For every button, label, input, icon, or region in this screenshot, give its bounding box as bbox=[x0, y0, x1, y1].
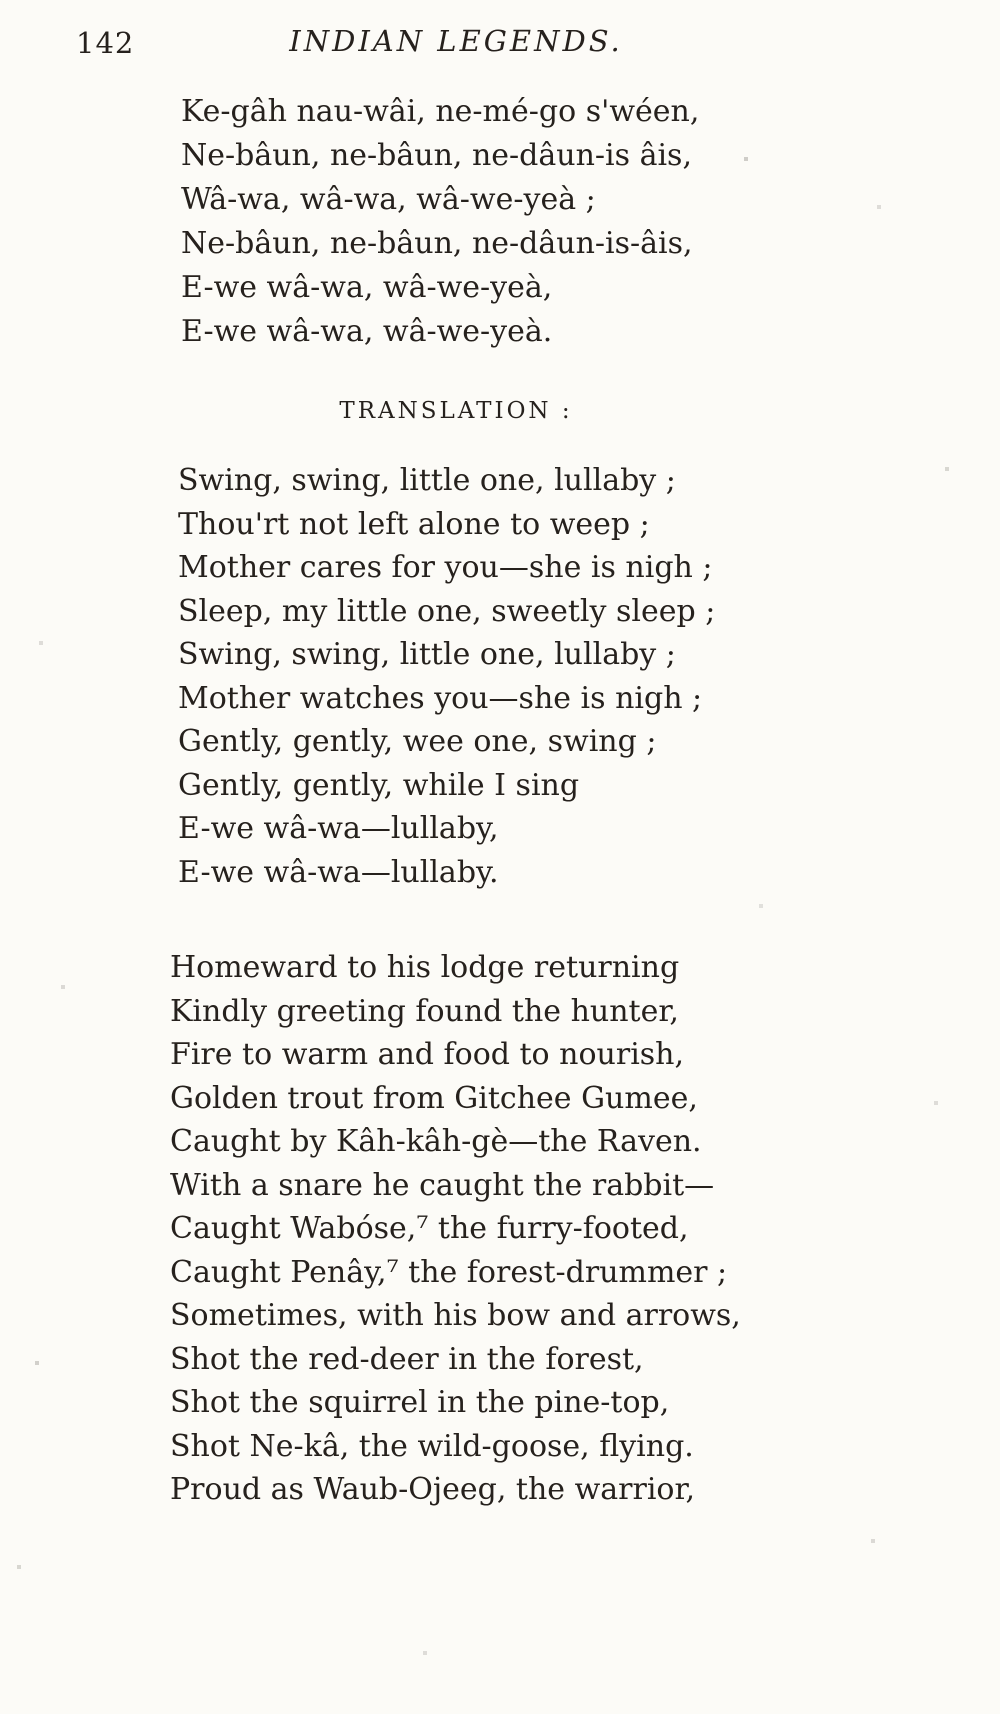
translation-heading: TRANSLATION : bbox=[339, 398, 573, 424]
translation-line: Gently, gently, wee one, swing ; bbox=[178, 724, 657, 759]
narrative-line: Kindly greeting found the hunter, bbox=[170, 993, 679, 1029]
narrative-line: With a snare he caught the rabbit— bbox=[170, 1167, 715, 1203]
narrative-line: Homeward to his lodge returning bbox=[170, 950, 680, 985]
narrative-line: Proud as Waub-Ojeeg, the warrior, bbox=[170, 1472, 696, 1507]
translation-line: Swing, swing, little one, lullaby ; bbox=[178, 463, 676, 498]
song-line: Ne-bâun, ne-bâun, ne-dâun-is-âis, bbox=[181, 226, 693, 261]
song-line: E-we wâ-wa, wâ-we-yeà. bbox=[181, 314, 553, 349]
translation-line: Mother cares for you—she is nigh ; bbox=[178, 550, 713, 585]
scan-speckles bbox=[0, 0, 2, 2]
narrative-line: Caught Wabóse,⁷ the furry-footed, bbox=[170, 1211, 689, 1246]
song-stanza bbox=[181, 90, 699, 354]
translation-line: Gently, gently, while I sing bbox=[178, 767, 580, 803]
narrative-line: Fire to warm and food to nourish, bbox=[170, 1037, 685, 1072]
song-line: E-we wâ-wa, wâ-we-yeà, bbox=[181, 270, 553, 305]
translation-line: Swing, swing, little one, lullaby ; bbox=[178, 637, 676, 672]
narrative-line: Shot the red-deer in the forest, bbox=[170, 1341, 644, 1377]
translation-stanza bbox=[178, 459, 715, 894]
running-title: INDIAN LEGENDS. bbox=[289, 24, 623, 58]
translation-line: Thou'rt not left alone to weep ; bbox=[178, 506, 650, 542]
translation-line: Mother watches you—she is nigh ; bbox=[178, 680, 703, 716]
translation-line: Sleep, my little one, sweetly sleep ; bbox=[178, 593, 716, 629]
page-number: 142 bbox=[76, 26, 135, 60]
narrative-line: Sometimes, with his bow and arrows, bbox=[170, 1298, 741, 1333]
narrative-line: Golden trout from Gitchee Gumee, bbox=[170, 1080, 698, 1116]
page-header bbox=[0, 24, 1000, 68]
song-line: Wâ-wa, wâ-wa, wâ-we-yeà ; bbox=[181, 182, 596, 217]
narrative-stanza bbox=[170, 946, 741, 1512]
narrative-line: Caught Penây,⁷ the forest-drummer ; bbox=[170, 1254, 728, 1290]
translation-line: E-we wâ-wa—lullaby, bbox=[178, 811, 499, 846]
translation-line: E-we wâ-wa—lullaby. bbox=[178, 854, 499, 890]
narrative-line: Shot the squirrel in the pine-top, bbox=[170, 1385, 670, 1420]
song-line: Ne-bâun, ne-bâun, ne-dâun-is âis, bbox=[181, 138, 692, 173]
narrative-line: Caught by Kâh-kâh-gè—the Raven. bbox=[170, 1124, 702, 1159]
narrative-line: Shot Ne-kâ, the wild-goose, flying. bbox=[170, 1428, 694, 1464]
song-line: Ke-gâh nau-wâi, ne-mé-go s'wéen, bbox=[181, 94, 700, 129]
